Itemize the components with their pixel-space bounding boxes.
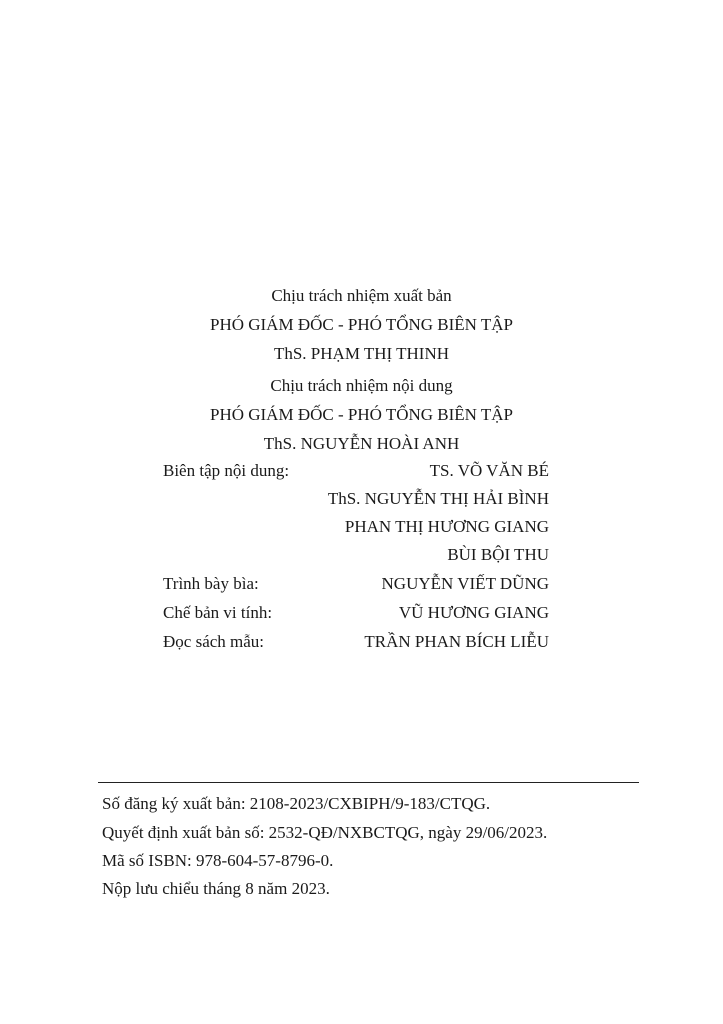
proofreading-name: TRẦN PHAN BÍCH LIỄU [364, 632, 549, 651]
proofreading-label: Đọc sách mẫu: [163, 632, 265, 651]
registration-number: Số đăng ký xuất bản: 2108-2023/CXBIPH/9-183/CTQG. [102, 794, 491, 813]
divider-line [98, 782, 639, 783]
typesetting-name: VŨ HƯƠNG GIANG [398, 603, 549, 622]
content-responsibility-heading: Chịu trách nhiệm nội dung [270, 376, 453, 395]
content-responsibility-position: PHÓ GIÁM ĐỐC - PHÓ TỔNG BIÊN TẬP [209, 405, 514, 424]
publishing-responsibility-heading: Chịu trách nhiệm xuất bản [271, 286, 452, 305]
content-responsibility-name: ThS. NGUYỄN HOÀI ANH [263, 434, 460, 453]
publishing-responsibility-position: PHÓ GIÁM ĐỐC - PHÓ TỔNG BIÊN TẬP [209, 315, 514, 334]
cover-design-name: NGUYỄN VIẾT DŨNG [381, 574, 549, 593]
content-editor-name: ThS. NGUYỄN THỊ HẢI BÌNH [327, 489, 549, 508]
content-editing-label: Biên tập nội dung: [163, 461, 290, 480]
publishing-responsibility-name: ThS. PHẠM THỊ THINH [273, 344, 450, 363]
content-editor-name: BÙI BỘI THU [447, 545, 549, 564]
content-editor-name: PHAN THỊ HƯƠNG GIANG [344, 517, 549, 536]
isbn: Mã số ISBN: 978-604-57-8796-0. [102, 851, 334, 870]
content-editor-name: TS. VÕ VĂN BÉ [429, 461, 549, 480]
typesetting-label: Chế bản vi tính: [163, 603, 273, 622]
cover-design-label: Trình bày bìa: [163, 574, 259, 593]
legal-deposit: Nộp lưu chiểu tháng 8 năm 2023. [102, 879, 330, 898]
publishing-decision: Quyết định xuất bản số: 2532-QĐ/NXBCTQG, ngày 29/06/2023. [102, 823, 548, 842]
